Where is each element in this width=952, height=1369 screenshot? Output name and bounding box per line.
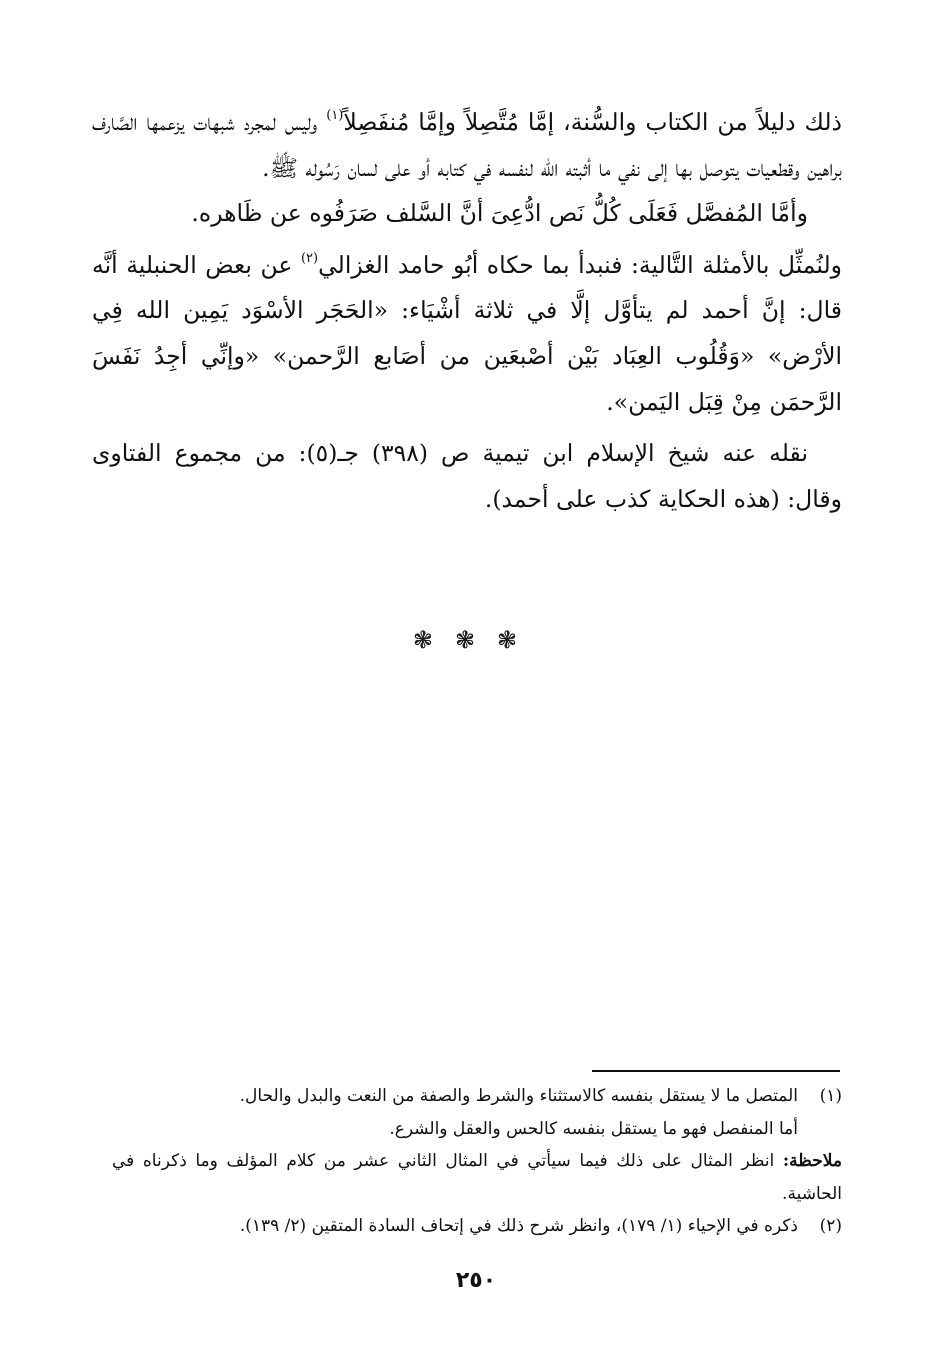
footnote-ref-2: (٢) <box>300 250 319 266</box>
footnote-note <box>112 1145 842 1210</box>
paragraph-1-text-a: ذلك دليلاً من الكتاب والسُّنة، إمَّا مُتَّصِلاً وإمَّا مُنفَصِلاً <box>343 108 842 136</box>
paragraph-3-text-b: عن بعض الحنبلية أنَّه قال: إنَّ أحمد لم يتأوَّل إلَّا في ثلاثة أشْيَاء: «الحَجَر الأسْوَد يَمِين الله فِي الأرْض» «وَقُلُوب العِبَاد بَيْن أصْبعَين من أصَابع الرَّحمن» «وإنِّي أجِدُ نَفَسَ الرَّحمَن مِنْ قِبَل اليَمن». <box>92 250 842 416</box>
footnote-separator <box>592 1070 840 1072</box>
footnote-1 <box>112 1080 842 1145</box>
flower-icon: ❃ <box>412 626 455 654</box>
paragraph-1 <box>92 100 842 191</box>
paragraph-3 <box>92 243 842 425</box>
paragraph-2: وأمَّا المُفصَّل فَعَلَى كُلُّ نَص ادُّعِىَ أنَّ السَّلف صَرَفُوه عن ظَاهره. <box>191 199 808 228</box>
footnotes <box>112 1080 842 1243</box>
footnote-2 <box>112 1210 842 1243</box>
note-text: انظر المثال على ذلك فيما سيأتي في المثال الثاني عشر من كلام المؤلف وما ذكرناه في الحاشية. <box>112 1151 842 1204</box>
paragraph-4: نقله عنه شيخ الإسلام ابن تيمية ص (٣٩٨) جـ(٥): من مجموع الفتاوى وقال: (هذه الحكاية كذب على أحمد). <box>92 439 842 513</box>
note-label: ملاحظة: <box>782 1151 842 1171</box>
page-number: ٢٥٠ <box>455 1268 497 1293</box>
footnote-number: (٢) <box>819 1216 842 1236</box>
footnote-line: المتصل ما لا يستقل بنفسه كالاستثناء والشرط والصفة من النعت والبدل والحال. <box>239 1086 798 1106</box>
paragraph-1-text-b: وليس لمجرد شبهات يزعمها الصَّارف براهين وقطعيات يتوصل بها إلى نفي ما أثبته الله لنفسه في كتابه أو على لسان رَسُوله ﷺ. <box>92 108 842 182</box>
footnote-ref-1: (١) <box>326 108 344 123</box>
flower-icon: ❃ <box>497 626 540 654</box>
footnote-note-line <box>112 1145 842 1210</box>
footnote-note-body <box>112 1145 842 1210</box>
footnote-body <box>112 1080 798 1145</box>
footnote-body <box>112 1210 798 1243</box>
flower-icon: ❃ <box>454 626 498 654</box>
footnote-line: ذكره في الإحياء (١/ ١٧٩)، وانظر شرح ذلك في إتحاف السادة المتقين (٢/ ١٣٩). <box>239 1216 798 1236</box>
footnote-number: (١) <box>819 1086 842 1106</box>
footnote-line: أما المنفصل فهو ما يستقل بنفسه كالحس والعقل والشرع. <box>389 1118 798 1139</box>
paragraph-3-text-a: ولنُمثِّل بالأمثلة التَّالية: فنبدأ بما حكاه أبُو حامد الغزالي <box>318 250 842 279</box>
main-text <box>92 100 842 522</box>
section-divider-ornament <box>376 626 576 654</box>
